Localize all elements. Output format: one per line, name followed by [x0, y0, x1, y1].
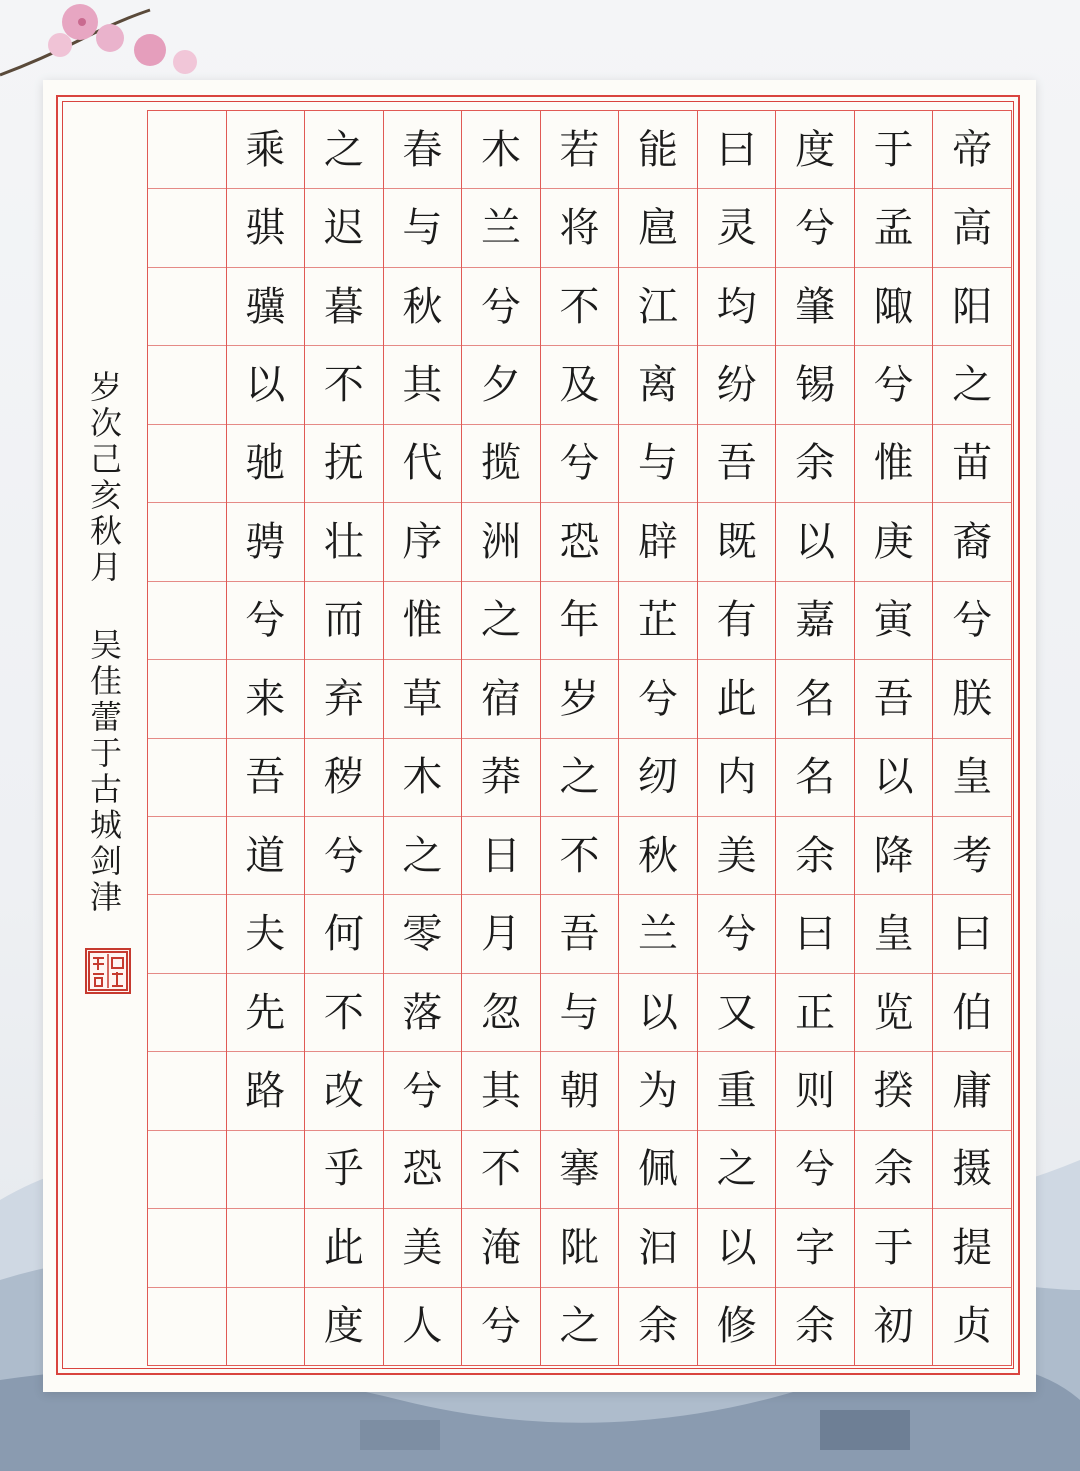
grid-cell: 与	[619, 424, 697, 502]
grid-cell: 扈	[619, 188, 697, 266]
grid-cell: 吾	[698, 424, 776, 502]
grid-cell: 又	[698, 973, 776, 1051]
grid-cell	[148, 502, 226, 580]
grid-cell: 芷	[619, 581, 697, 659]
grid-cell: 兮	[619, 659, 697, 737]
grid-cell: 日	[462, 816, 540, 894]
grid-cell	[148, 816, 226, 894]
grid-cell: 佩	[619, 1130, 697, 1208]
grid-cell	[148, 1051, 226, 1129]
grid-cell: 骋	[227, 502, 305, 580]
grid-cell	[227, 1130, 305, 1208]
grid-cell	[148, 581, 226, 659]
grid-cell: 以	[227, 345, 305, 423]
grid-column	[383, 110, 462, 1366]
grid-cell: 以	[619, 973, 697, 1051]
grid-cell: 抚	[305, 424, 383, 502]
grid-cell	[227, 1208, 305, 1286]
grid-cell: 忽	[462, 973, 540, 1051]
grid-cell: 道	[227, 816, 305, 894]
grid-cell: 夕	[462, 345, 540, 423]
grid-column	[854, 110, 933, 1366]
grid-cell: 兮	[462, 267, 540, 345]
grid-cell: 兮	[933, 581, 1011, 659]
grid-cell: 皇	[933, 738, 1011, 816]
grid-cell	[148, 973, 226, 1051]
grid-cell	[148, 188, 226, 266]
grid-cell: 之	[933, 345, 1011, 423]
grid-cell: 阳	[933, 267, 1011, 345]
grid-cell	[148, 110, 226, 188]
grid-cell: 曰	[933, 894, 1011, 972]
grid-cell: 秋	[619, 816, 697, 894]
grid-cell: 与	[384, 188, 462, 266]
grid-cell: 骥	[227, 267, 305, 345]
grid-cell: 于	[855, 110, 933, 188]
grid-cell: 兮	[698, 894, 776, 972]
grid-cell: 木	[462, 110, 540, 188]
grid-cell: 纷	[698, 345, 776, 423]
grid-column	[618, 110, 697, 1366]
grid-cell: 而	[305, 581, 383, 659]
grid-cell: 其	[462, 1051, 540, 1129]
grid-cell: 兮	[776, 188, 854, 266]
grid-cell: 陬	[855, 267, 933, 345]
grid-cell: 不	[541, 816, 619, 894]
grid-cell: 为	[619, 1051, 697, 1129]
grid-cell: 贞	[933, 1287, 1011, 1366]
grid-cell: 辟	[619, 502, 697, 580]
grid-column	[932, 110, 1012, 1366]
grid-cell: 此	[698, 659, 776, 737]
grid-cell: 提	[933, 1208, 1011, 1286]
grid-cell: 序	[384, 502, 462, 580]
grid-cell: 余	[776, 816, 854, 894]
grid-cell: 乘	[227, 110, 305, 188]
grid-cell: 朝	[541, 1051, 619, 1129]
grid-cell: 寅	[855, 581, 933, 659]
grid-cell: 秽	[305, 738, 383, 816]
grid-cell: 洲	[462, 502, 540, 580]
grid-cell: 之	[698, 1130, 776, 1208]
grid-cell: 余	[619, 1287, 697, 1366]
grid-cell: 兮	[855, 345, 933, 423]
grid-cell: 不	[305, 345, 383, 423]
grid-cell: 暮	[305, 267, 383, 345]
grid-cell: 裔	[933, 502, 1011, 580]
grid-cell: 落	[384, 973, 462, 1051]
grid-cell: 余	[855, 1130, 933, 1208]
grid-cell: 苗	[933, 424, 1011, 502]
grid-cell: 木	[384, 738, 462, 816]
grid-cell: 之	[384, 816, 462, 894]
grid-cell: 有	[698, 581, 776, 659]
grid-cell: 江	[619, 267, 697, 345]
grid-cell: 正	[776, 973, 854, 1051]
grid-cell: 淹	[462, 1208, 540, 1286]
grid-cell: 锡	[776, 345, 854, 423]
grid-cell: 肇	[776, 267, 854, 345]
grid-cell: 恐	[541, 502, 619, 580]
grid-cell: 宿	[462, 659, 540, 737]
blossom-icon	[48, 4, 197, 74]
grid-cell	[148, 1208, 226, 1286]
grid-cell: 览	[855, 973, 933, 1051]
grid-cell: 既	[698, 502, 776, 580]
grid-cell: 阰	[541, 1208, 619, 1286]
grid-cell: 纫	[619, 738, 697, 816]
grid-column	[461, 110, 540, 1366]
grid-cell: 美	[698, 816, 776, 894]
grid-cell	[148, 1130, 226, 1208]
seal-stamp-icon	[85, 948, 131, 994]
grid-cell: 人	[384, 1287, 462, 1366]
grid-cell: 兮	[776, 1130, 854, 1208]
grid-column	[540, 110, 619, 1366]
grid-column	[226, 110, 305, 1366]
grid-cell: 春	[384, 110, 462, 188]
grid-cell: 骐	[227, 188, 305, 266]
grid-cell: 莽	[462, 738, 540, 816]
grid-cell: 草	[384, 659, 462, 737]
grid-cell: 皇	[855, 894, 933, 972]
grid-cell	[148, 1287, 226, 1366]
grid-cell: 以	[698, 1208, 776, 1286]
grid-cell: 来	[227, 659, 305, 737]
grid-cell: 兮	[541, 424, 619, 502]
grid-cell: 驰	[227, 424, 305, 502]
grid-cell: 修	[698, 1287, 776, 1366]
grid-cell: 吾	[227, 738, 305, 816]
grid-cell: 朕	[933, 659, 1011, 737]
grid-column	[304, 110, 383, 1366]
grid-cell: 及	[541, 345, 619, 423]
grid-cell: 名	[776, 738, 854, 816]
grid-cell: 灵	[698, 188, 776, 266]
grid-cell: 壮	[305, 502, 383, 580]
grid-cell: 夫	[227, 894, 305, 972]
grid-cell: 迟	[305, 188, 383, 266]
grid-cell: 曰	[698, 110, 776, 188]
grid-cell: 吾	[855, 659, 933, 737]
grid-cell: 兰	[619, 894, 697, 972]
grid-cell: 则	[776, 1051, 854, 1129]
grid-column	[775, 110, 854, 1366]
grid-cell: 若	[541, 110, 619, 188]
grid-column	[697, 110, 776, 1366]
grid-cell: 考	[933, 816, 1011, 894]
grid-cell: 先	[227, 973, 305, 1051]
grid-cell	[148, 267, 226, 345]
grid-cell: 余	[776, 1287, 854, 1366]
grid-cell: 零	[384, 894, 462, 972]
grid-cell: 庚	[855, 502, 933, 580]
grid-cell: 兮	[227, 581, 305, 659]
inscription: 岁次己亥秋月 吴佳蕾于古城剑津	[85, 370, 123, 916]
grid-cell: 恐	[384, 1130, 462, 1208]
grid-cell: 不	[541, 267, 619, 345]
grid-cell: 乎	[305, 1130, 383, 1208]
grid-cell: 将	[541, 188, 619, 266]
grid-cell: 搴	[541, 1130, 619, 1208]
grid-cell: 秋	[384, 267, 462, 345]
grid-cell: 以	[855, 738, 933, 816]
grid-cell	[227, 1287, 305, 1366]
grid-cell	[148, 894, 226, 972]
grid-cell: 以	[776, 502, 854, 580]
grid-cell: 能	[619, 110, 697, 188]
grid-cell: 帝	[933, 110, 1011, 188]
grid-cell: 吾	[541, 894, 619, 972]
grid-cell: 惟	[855, 424, 933, 502]
grid-cell: 此	[305, 1208, 383, 1286]
grid-cell: 之	[305, 110, 383, 188]
grid-cell: 揽	[462, 424, 540, 502]
grid-cell: 度	[305, 1287, 383, 1366]
grid-cell: 均	[698, 267, 776, 345]
grid-cell: 度	[776, 110, 854, 188]
grid-cell	[148, 738, 226, 816]
grid-cell: 名	[776, 659, 854, 737]
grid-cell: 嘉	[776, 581, 854, 659]
grid-cell: 之	[462, 581, 540, 659]
grid-cell: 于	[855, 1208, 933, 1286]
grid-cell: 初	[855, 1287, 933, 1366]
grid-cell: 美	[384, 1208, 462, 1286]
grid-cell: 其	[384, 345, 462, 423]
grid-cell: 改	[305, 1051, 383, 1129]
grid-cell: 之	[541, 1287, 619, 1366]
grid-cell: 路	[227, 1051, 305, 1129]
grid-column	[147, 110, 226, 1366]
grid-cell: 弃	[305, 659, 383, 737]
calligraphy-paper	[43, 80, 1036, 1392]
grid-cell: 岁	[541, 659, 619, 737]
grid-cell: 何	[305, 894, 383, 972]
grid-cell: 代	[384, 424, 462, 502]
grid-cell: 不	[462, 1130, 540, 1208]
grid-cell: 揆	[855, 1051, 933, 1129]
grid-cell: 离	[619, 345, 697, 423]
grid-cell: 曰	[776, 894, 854, 972]
grid-cell: 降	[855, 816, 933, 894]
grid-cell: 重	[698, 1051, 776, 1129]
grid-cell: 兮	[384, 1051, 462, 1129]
grid-cell: 汩	[619, 1208, 697, 1286]
grid-cell: 孟	[855, 188, 933, 266]
grid-cell: 兮	[305, 816, 383, 894]
grid-cell: 兰	[462, 188, 540, 266]
character-grid	[147, 110, 1012, 1366]
grid-cell: 惟	[384, 581, 462, 659]
grid-cell	[148, 424, 226, 502]
grid-cell	[148, 659, 226, 737]
grid-cell: 伯	[933, 973, 1011, 1051]
grid-cell: 兮	[462, 1287, 540, 1366]
grid-cell: 内	[698, 738, 776, 816]
grid-cell: 不	[305, 973, 383, 1051]
grid-cell: 字	[776, 1208, 854, 1286]
grid-cell: 庸	[933, 1051, 1011, 1129]
grid-cell: 摄	[933, 1130, 1011, 1208]
grid-cell: 之	[541, 738, 619, 816]
grid-cell: 高	[933, 188, 1011, 266]
grid-cell: 月	[462, 894, 540, 972]
grid-cell: 与	[541, 973, 619, 1051]
grid-cell: 年	[541, 581, 619, 659]
grid-cell	[148, 345, 226, 423]
grid-cell: 余	[776, 424, 854, 502]
